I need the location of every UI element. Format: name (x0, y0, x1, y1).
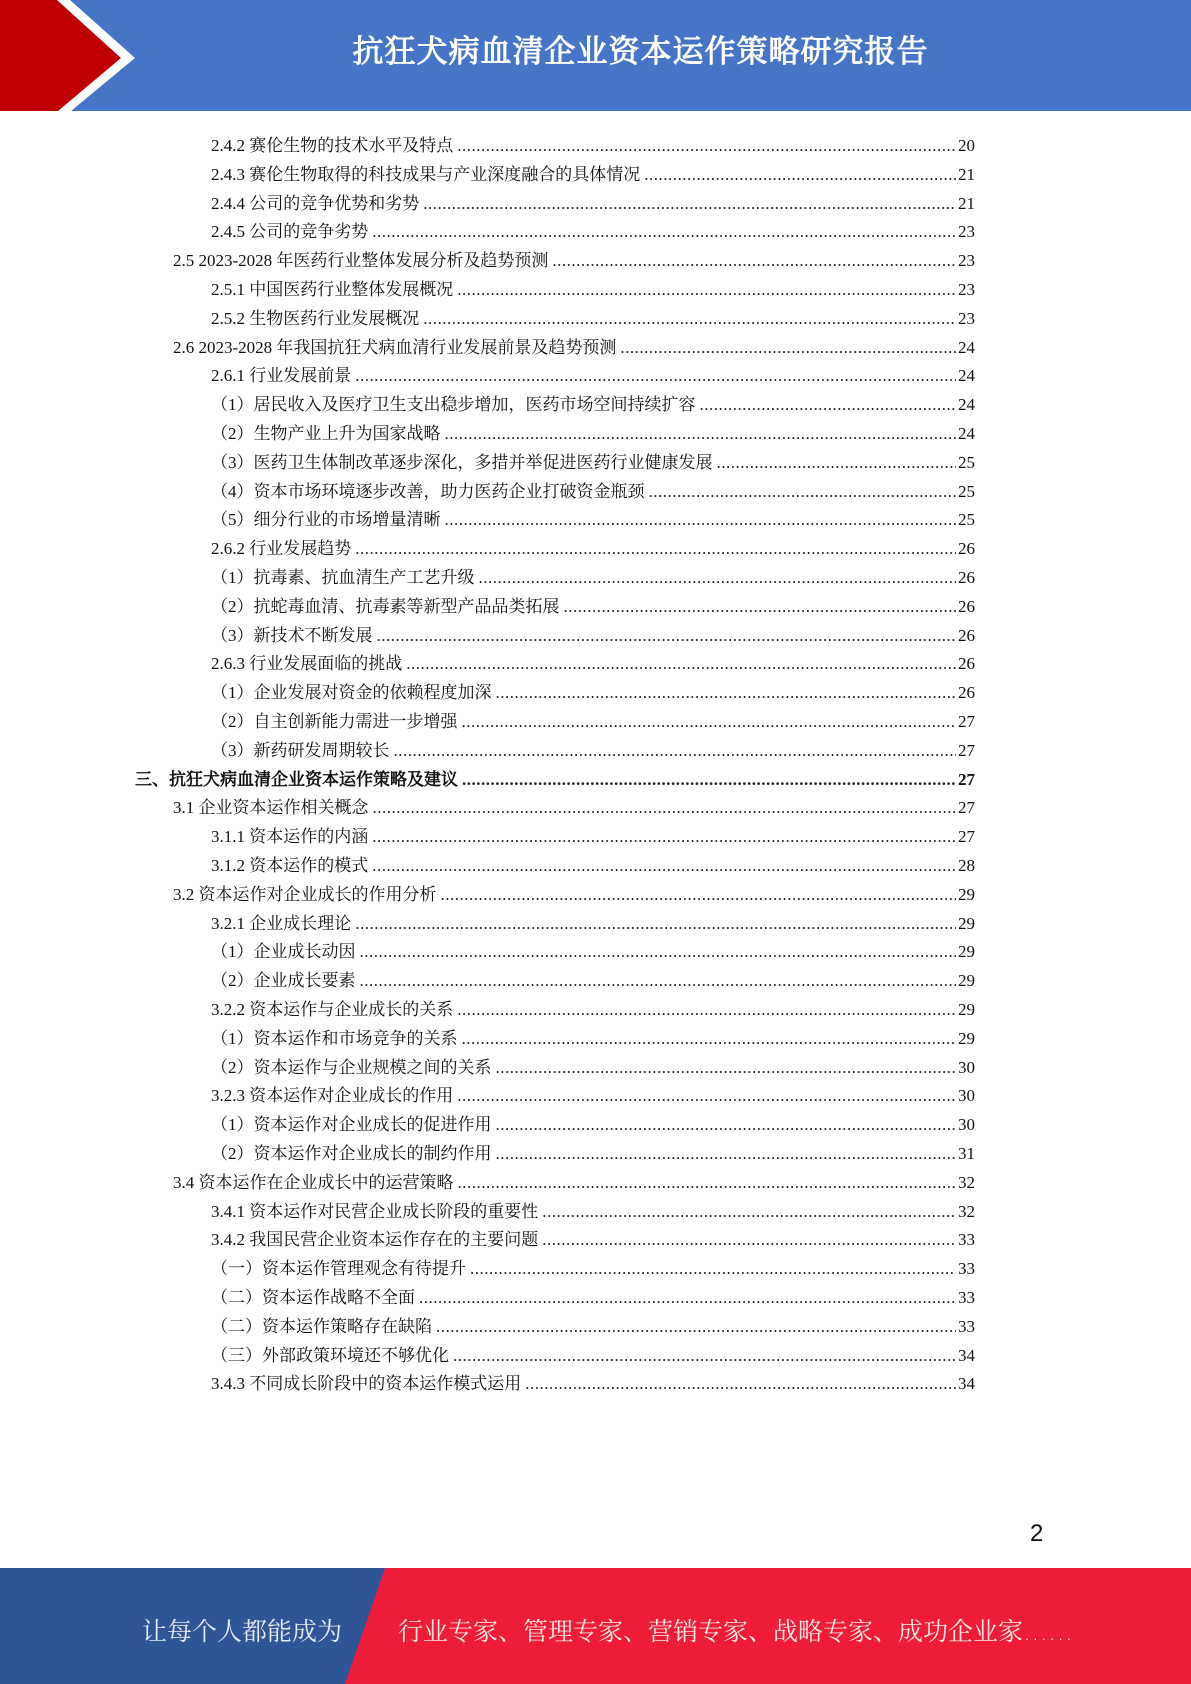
toc-entry[interactable] (211, 1053, 975, 1079)
dot-leader (496, 1115, 957, 1135)
toc-entry-page: 21 (958, 193, 975, 213)
toc-entry-page: 29 (958, 1000, 975, 1019)
footer-slogan-left: 让每个人都能成为 (142, 1617, 343, 1646)
toc-entry[interactable] (211, 390, 975, 416)
toc-entry-page: 26 (958, 654, 975, 674)
toc-entry[interactable] (211, 189, 975, 215)
toc-entry[interactable] (173, 246, 975, 272)
toc-entry-title: 2.6.2 行业发展趋势 (211, 539, 352, 559)
toc-entry[interactable] (211, 851, 975, 877)
dot-leader (457, 1086, 956, 1106)
toc-entry-page: 33 (958, 1316, 975, 1336)
dot-leader (457, 136, 956, 156)
toc-entry[interactable] (211, 678, 975, 704)
toc-entry-title: （2）资本运作对企业成长的制约作用 (211, 1144, 492, 1163)
toc-entry[interactable] (211, 160, 975, 186)
toc-entry-page: 27 (958, 712, 975, 731)
toc-entry[interactable] (211, 304, 975, 330)
toc-entry[interactable] (211, 1254, 975, 1280)
toc-entry[interactable] (211, 1081, 975, 1107)
dot-leader (377, 626, 957, 646)
toc-entry[interactable] (211, 649, 975, 675)
toc-entry-page: 24 (958, 395, 975, 415)
toc-entry-title: 三、抗狂犬病血清企业资本运作策略及建议 (135, 769, 458, 789)
toc-entry-page: 23 (958, 280, 975, 299)
dot-leader (542, 1230, 956, 1250)
toc-entry-title: 2.4.2 赛伦生物的技术水平及特点 (211, 136, 454, 155)
toc-entry-title: （1）抗毒素、抗血清生产工艺升级 (211, 568, 475, 587)
toc-entry-page: 29 (958, 913, 975, 933)
toc-entry-page: 34 (958, 1374, 975, 1394)
toc-entry[interactable] (211, 563, 975, 589)
dot-leader (372, 856, 956, 876)
dot-leader (355, 366, 956, 386)
toc-entry-page: 32 (958, 1172, 975, 1192)
toc-entry-page: 30 (958, 1086, 975, 1106)
toc-entry-page: 29 (958, 942, 975, 962)
toc-entry-page: 25 (958, 481, 975, 501)
toc-entry-title: 3.4.1 资本运作对民营企业成长阶段的重要性 (211, 1201, 539, 1221)
dot-leader (423, 194, 956, 214)
toc-entry[interactable] (211, 1024, 975, 1050)
toc-entry-title: 2.5 2023-2028 年医药行业整体发展分析及趋势预测 (173, 251, 549, 271)
toc-entry-page: 29 (958, 884, 975, 904)
dot-leader (496, 683, 957, 703)
toc-entry-title: （三）外部政策环境还不够优化 (211, 1345, 449, 1365)
toc-entry[interactable] (211, 707, 975, 733)
toc-entry-page: 26 (958, 596, 975, 616)
toc-entry[interactable] (211, 419, 975, 445)
toc-entry-title: 3.4.2 我国民营企业资本运作存在的主要问题 (211, 1230, 539, 1250)
toc-entry-page: 26 (958, 568, 975, 587)
toc-entry-page: 29 (958, 971, 975, 991)
toc-entry-title: 2.4.4 公司的竞争优势和劣势 (211, 193, 420, 213)
toc-entry[interactable] (211, 477, 975, 503)
toc-entry-title: （1）资本运作和市场竞争的关系 (211, 1028, 458, 1048)
toc-entry[interactable] (211, 1283, 975, 1309)
toc-entry[interactable] (211, 361, 975, 387)
toc-entry-page: 33 (958, 1259, 975, 1279)
toc-entry[interactable] (211, 966, 975, 992)
toc-entry-title: （2）资本运作与企业规模之间的关系 (211, 1057, 492, 1077)
toc-entry[interactable] (211, 909, 975, 935)
dot-leader (552, 251, 956, 271)
dot-leader (372, 827, 956, 847)
toc-entry[interactable] (211, 822, 975, 848)
dot-leader (423, 309, 956, 329)
toc-entry-page: 24 (958, 424, 975, 443)
dot-leader (406, 654, 956, 674)
dot-leader (620, 338, 956, 358)
toc-entry-title: 3.1.1 资本运作的内涵 (211, 827, 369, 847)
toc-entry-title: （2）自主创新能力需进一步增强 (211, 712, 458, 731)
toc-entry-page: 21 (958, 164, 975, 184)
dot-leader (462, 770, 956, 790)
dot-leader (700, 395, 957, 415)
toc-entry-page: 23 (958, 251, 975, 271)
dot-leader (436, 1317, 956, 1337)
toc-entry[interactable] (173, 1168, 975, 1194)
dot-leader (457, 280, 956, 300)
dot-leader (717, 453, 957, 473)
toc-entry[interactable] (211, 1225, 975, 1251)
toc-entry[interactable] (211, 275, 975, 301)
toc-entry-page: 27 (958, 798, 975, 818)
dot-leader (355, 914, 956, 934)
page-number: 2 (1030, 1520, 1044, 1547)
toc-entry-title: 2.4.3 赛伦生物取得的科技成果与产业深度融合的具体情况 (211, 164, 641, 184)
chevron-decoration-icon (0, 0, 160, 111)
toc-entry-title: （二）资本运作战略不全面 (211, 1288, 415, 1307)
toc-entry-title: （4）资本市场环境逐步改善，助力医药企业打破资金瓶颈 (211, 481, 645, 501)
toc-entry-page: 26 (958, 625, 975, 645)
toc-entry-page: 24 (958, 337, 975, 357)
toc-entry-page: 32 (958, 1201, 975, 1221)
toc-entry-page: 28 (958, 856, 975, 875)
toc-entry-title: （1）资本运作对企业成长的促进作用 (211, 1115, 492, 1135)
dot-leader (649, 482, 957, 502)
toc-entry-page: 30 (958, 1115, 975, 1135)
dot-leader (373, 798, 957, 818)
toc-entry[interactable] (211, 217, 975, 243)
toc-entry-title: （2）生物产业上升为国家战略 (211, 424, 441, 443)
toc-entry-title: 2.5.1 中国医药行业整体发展概况 (211, 280, 454, 299)
toc-entry-title: 2.5.2 生物医药行业发展概况 (211, 308, 420, 328)
dot-leader (496, 1144, 957, 1164)
dot-leader (453, 1346, 956, 1366)
toc-entry-page: 29 (958, 1028, 975, 1048)
toc-entry[interactable] (173, 793, 975, 819)
toc-entry-title: （1）居民收入及医疗卫生支出稳步增加，医药市场空间持续扩容 (211, 395, 696, 415)
toc-entry-page: 23 (958, 222, 975, 242)
toc-entry[interactable] (211, 1369, 975, 1395)
toc-entry[interactable] (211, 505, 975, 531)
toc-entry-title: 3.1.2 资本运作的模式 (211, 856, 369, 875)
toc-entry-title: （一）资本运作管理观念有待提升 (211, 1259, 466, 1279)
dot-leader (457, 1000, 956, 1020)
toc-entry-title: （3）新药研发周期较长 (211, 740, 390, 760)
footer-slogan-right: 行业专家、管理专家、营销专家、战略专家、成功企业家…… (398, 1617, 1074, 1646)
toc-entry-page: 33 (958, 1288, 975, 1307)
toc-entry[interactable] (211, 995, 975, 1021)
toc-entry-page: 27 (958, 740, 975, 760)
toc-entry-page: 27 (958, 769, 975, 789)
toc-entry[interactable] (211, 736, 975, 762)
toc-entry-title: （1）企业发展对资金的依赖程度加深 (211, 683, 492, 703)
document-title: 抗狂犬病血清企业资本运作策略研究报告 (352, 34, 929, 70)
toc-entry-page: 33 (958, 1230, 975, 1250)
toc-entry-page: 26 (958, 683, 975, 703)
dot-leader (462, 712, 957, 732)
toc-entry-page: 26 (958, 539, 975, 559)
toc-entry[interactable] (211, 592, 975, 618)
dot-leader (644, 165, 956, 185)
toc-entry-title: 3.2.1 企业成长理论 (211, 913, 352, 933)
dot-leader (355, 539, 956, 559)
toc-entry-title: 2.6.1 行业发展前景 (211, 366, 352, 386)
toc-entry-title: （二）资本运作策略存在缺陷 (211, 1316, 432, 1336)
toc-entry[interactable] (211, 621, 975, 647)
dot-leader (462, 1029, 957, 1049)
dot-leader (470, 1259, 956, 1279)
toc-entry-title: （2）企业成长要素 (211, 971, 356, 991)
toc-entry-title: 2.6 2023-2028 年我国抗狂犬病血清行业发展前景及趋势预测 (173, 337, 617, 357)
toc-entry-page: 31 (958, 1144, 975, 1163)
dot-leader (496, 1058, 957, 1078)
toc-entry[interactable] (173, 880, 975, 906)
toc-entry[interactable] (211, 131, 975, 157)
toc-entry[interactable] (211, 1110, 975, 1136)
toc-entry-page: 20 (958, 136, 975, 155)
toc-entry[interactable] (211, 1312, 975, 1338)
toc-entry-title: （1）企业成长动因 (211, 942, 356, 962)
toc-entry-title: （2）抗蛇毒血清、抗毒素等新型产品品类拓展 (211, 596, 560, 616)
dot-leader (394, 741, 957, 761)
dot-leader (458, 1173, 957, 1193)
dot-leader (525, 1374, 956, 1394)
dot-leader (360, 971, 957, 991)
toc-entry[interactable] (135, 765, 975, 791)
dot-leader (479, 568, 957, 588)
toc-entry[interactable] (211, 1197, 975, 1223)
toc-entry[interactable] (211, 937, 975, 963)
toc-entry-title: 3.2.2 资本运作与企业成长的关系 (211, 1000, 454, 1019)
toc-entry-page: 27 (958, 827, 975, 847)
toc-entry-page: 24 (958, 366, 975, 386)
toc-entry-page: 25 (958, 510, 975, 530)
dot-leader (419, 1288, 956, 1308)
toc-entry-title: （5）细分行业的市场增量清晰 (211, 510, 441, 530)
dot-leader (564, 597, 957, 617)
toc-entry-title: 3.1 企业资本运作相关概念 (173, 798, 369, 818)
toc-entry[interactable] (211, 1139, 975, 1165)
page-header (0, 0, 1191, 111)
toc-entry-title: 2.4.5 公司的竞争劣势 (211, 222, 369, 242)
toc-entry-title: （3）新技术不断发展 (211, 625, 373, 645)
toc-entry[interactable] (211, 1341, 975, 1367)
toc-entry-page: 34 (958, 1345, 975, 1365)
dot-leader (445, 424, 957, 444)
dot-leader (445, 510, 957, 530)
toc-entry[interactable] (211, 534, 975, 560)
toc-entry-page: 30 (958, 1057, 975, 1077)
dot-leader (542, 1202, 956, 1222)
toc-entry-title: 3.2.3 资本运作对企业成长的作用 (211, 1086, 454, 1106)
dot-leader (372, 222, 956, 242)
toc-entry-title: 3.4.3 不同成长阶段中的资本运作模式运用 (211, 1374, 522, 1394)
toc-entry-title: 2.6.3 行业发展面临的挑战 (211, 654, 403, 674)
toc-entry-title: 3.2 资本运作对企业成长的作用分析 (173, 884, 437, 904)
dot-leader (360, 942, 957, 962)
toc-entry[interactable] (211, 448, 975, 474)
toc-entry[interactable] (173, 333, 975, 359)
dot-leader (441, 885, 957, 905)
toc-entry-page: 23 (958, 308, 975, 328)
toc-entry-page: 25 (958, 452, 975, 472)
toc-entry-title: （3）医药卫生体制改革逐步深化，多措并举促进医药行业健康发展 (211, 452, 713, 472)
toc-entry-title: 3.4 资本运作在企业成长中的运营策略 (173, 1172, 454, 1192)
